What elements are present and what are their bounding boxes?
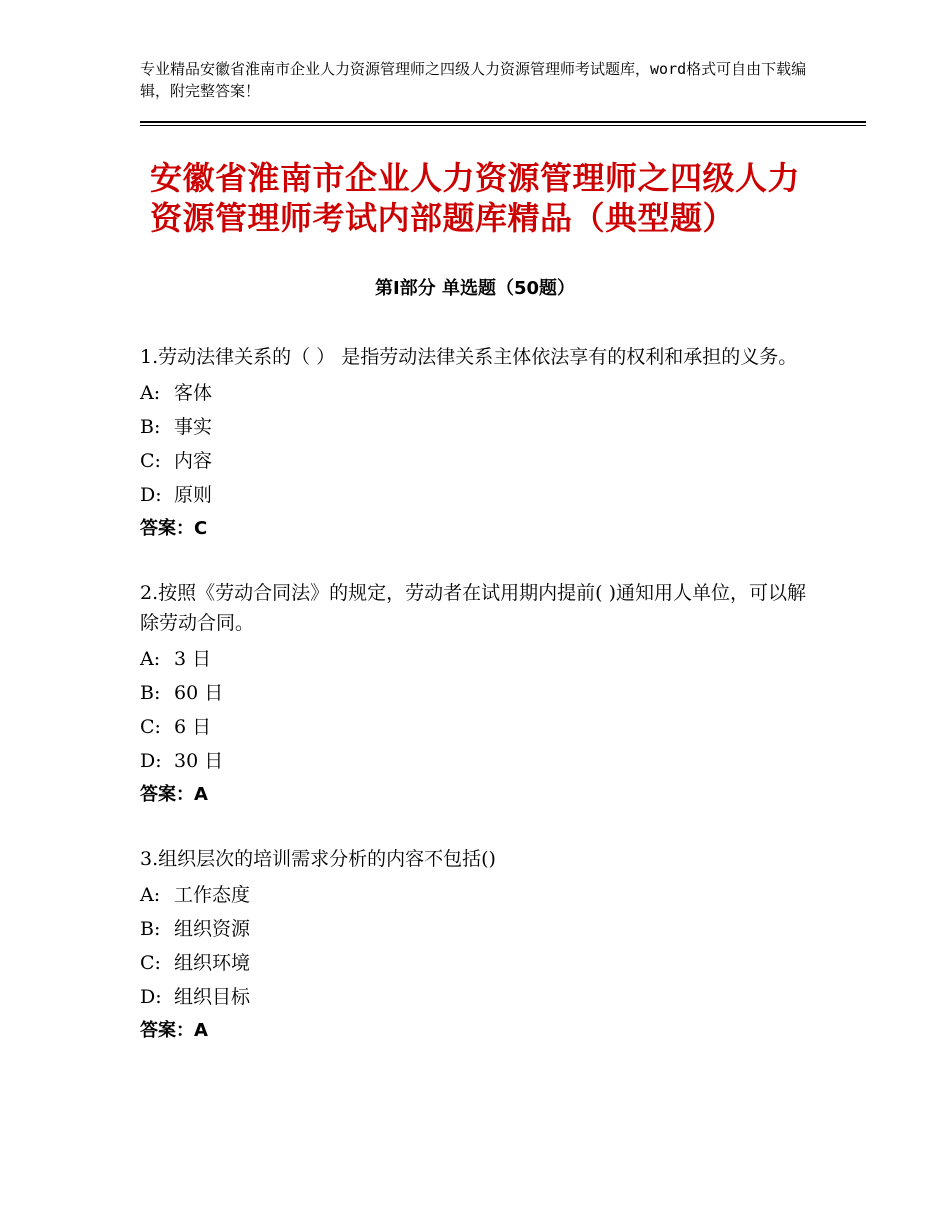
option-letter: A: (140, 382, 161, 404)
answer-value: A (194, 784, 208, 805)
option-d (140, 980, 810, 1014)
option-c (140, 946, 810, 980)
option-b (140, 912, 810, 946)
option-c (140, 444, 810, 478)
option-letter: D: (140, 750, 162, 772)
question-stem: 2.按照《劳动合同法》的规定，劳动者在试用期内提前( )通知用人单位，可以解除劳动合同。 (140, 582, 806, 634)
option-d (140, 744, 810, 778)
question-stem: 1.劳动法律关系的（ ） 是指劳动法律关系主体依法享有的权利和承担的义务。 (140, 346, 798, 368)
option-letter: C: (140, 952, 161, 974)
option-text: 客体 (174, 382, 213, 404)
header-note: 专业精品安徽省淮南市企业人力资源管理师之四级人力资源管理师考试题库，word格式可自由下载编辑，附完整答案！ (140, 60, 807, 100)
option-letter: D: (140, 484, 162, 506)
option-text: 6 日 (174, 716, 212, 738)
answer-line (140, 778, 810, 812)
option-letter: C: (140, 450, 161, 472)
header-rule-thick (140, 121, 866, 123)
option-text: 组织资源 (174, 918, 251, 940)
document-title: 安徽省淮南市企业人力资源管理师之四级人力资源管理师考试内部题库精品（典型题） (150, 159, 801, 237)
option-text: 事实 (174, 416, 213, 438)
option-text: 内容 (174, 450, 213, 472)
option-letter: B: (140, 918, 161, 940)
answer-label: 答案： (140, 518, 194, 539)
option-letter: C: (140, 716, 161, 738)
answer-line (140, 512, 810, 546)
question-1 (140, 342, 810, 546)
answer-line (140, 1014, 810, 1048)
option-text: 工作态度 (174, 884, 251, 906)
option-b (140, 676, 810, 710)
option-text: 30 日 (174, 750, 224, 772)
option-text: 组织目标 (174, 986, 251, 1008)
section-title: 第Ⅰ部分 单选题（50题） (374, 278, 575, 299)
option-d (140, 478, 810, 512)
option-c (140, 710, 810, 744)
option-a (140, 878, 810, 912)
option-a (140, 642, 810, 676)
answer-value: C (194, 518, 208, 539)
option-letter: A: (140, 648, 161, 670)
option-text: 60 日 (174, 682, 224, 704)
question-3 (140, 844, 810, 1048)
option-b (140, 410, 810, 444)
option-a (140, 376, 810, 410)
option-text: 组织环境 (174, 952, 251, 974)
option-letter: B: (140, 682, 161, 704)
question-2 (140, 578, 810, 812)
option-letter: A: (140, 884, 161, 906)
answer-value: A (194, 1020, 208, 1041)
answer-label: 答案： (140, 1020, 194, 1041)
header-rule-thin (140, 125, 866, 126)
option-text: 原则 (174, 484, 213, 506)
answer-label: 答案： (140, 784, 194, 805)
question-list (140, 342, 810, 1080)
option-letter: D: (140, 986, 162, 1008)
question-stem: 3.组织层次的培训需求分析的内容不包括() (140, 848, 496, 870)
option-letter: B: (140, 416, 161, 438)
option-text: 3 日 (174, 648, 212, 670)
